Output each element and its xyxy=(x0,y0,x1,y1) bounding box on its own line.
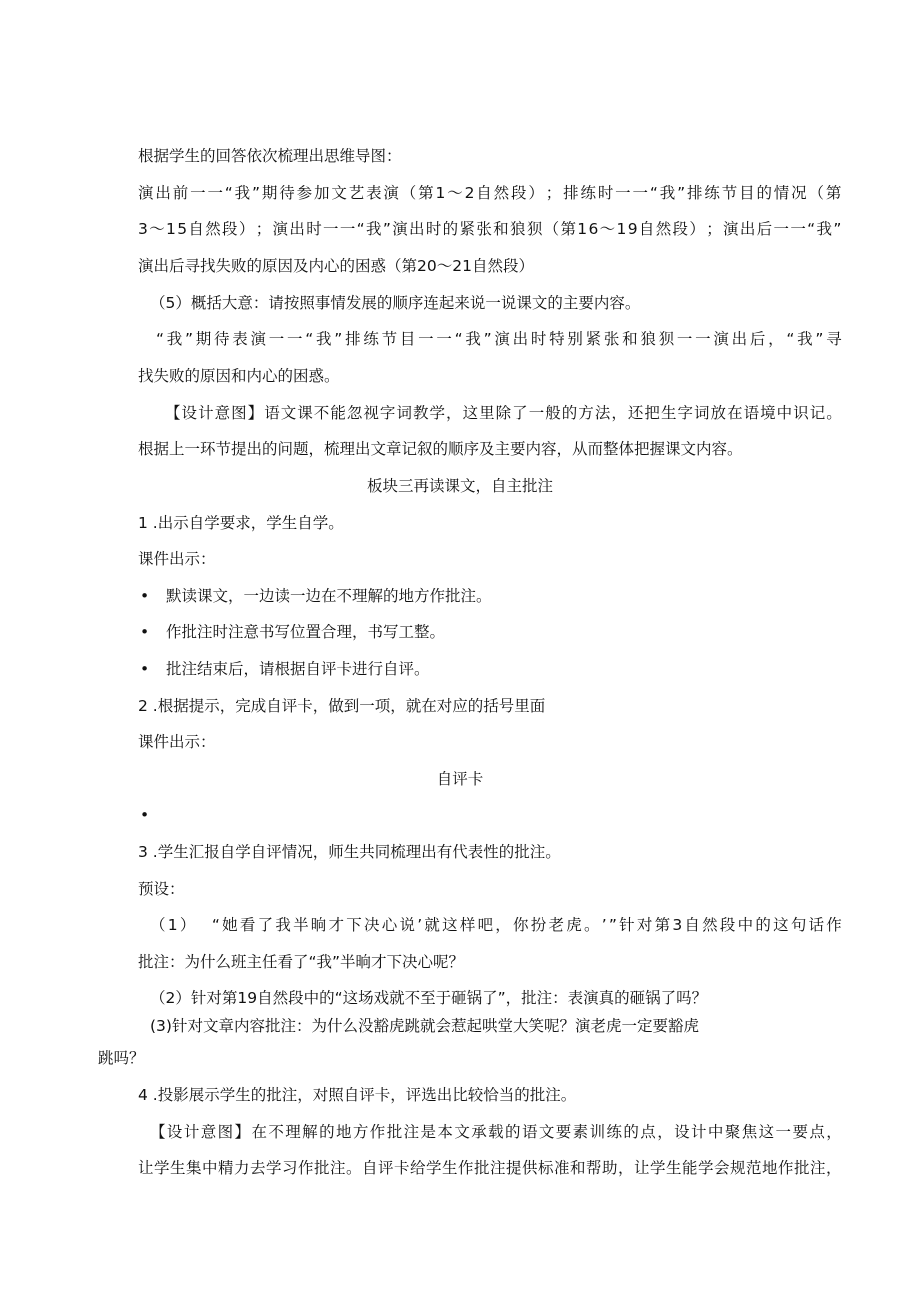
bullet-marker: • xyxy=(140,660,150,678)
bullet-marker: • xyxy=(140,806,150,824)
summary-line-1: “ 我 ” 期 待 表 演 一 一 “ 我 ” 排 练 节 目 一 一 “ 我 ” 演 出 时 特 别 紧 张 和 狼 狈 一 一 演 出 后 ， “ 我 ” 寻 xyxy=(156,330,842,348)
intro-line: 根据学生的回答依次梳理出思维导图： xyxy=(138,147,402,165)
mindmap-line-1: 演 出 前 一 一 “ 我 ” 期 待 参 加 文 艺 表 演 （ 第 1 ～ 2 自 然 段 ） ； 排 练 时 一 一 “ 我 ” 排 练 节 目 的 情 况 （ 第 xyxy=(138,184,842,202)
item-4: 4 .投影展示学生的批注，对照自评卡，评选出比较恰当的批注。 xyxy=(138,1086,577,1104)
design-intent-1-line-2: 根据上一环节提出的问题，梳理出文章记叙的顺序及主要内容，从而整体把握课文内容。 xyxy=(138,440,743,458)
courseware-label-2: 课件出示： xyxy=(138,733,216,751)
step-5-line: （5）概括大意：请按照事情发展的顺序连起来说一说课文的主要内容。 xyxy=(150,294,641,312)
bullet-item-1: 默读课文，一边读一边在不理解的地方作批注。 xyxy=(166,587,492,605)
item-1: 1 .出示自学要求，学生自学。 xyxy=(138,514,344,532)
mindmap-line-3: 演出后寻找失败的原因及内心的困惑（第20～21自然段） xyxy=(138,257,534,275)
mindmap-line-2: 3 ～ 1 5 自 然 段 ） ； 演 出 时 一 一 “ 我 ” 演 出 时 的 紧 张 和 狼 狈 （ 第 1 6 ～ 1 9 自 然 段 ） ； 演 出 后 一 一 “ 我 ” xyxy=(138,220,842,238)
design-intent-2-line-2: 让 学 生 集 中 精 力 去 学 习 作 批 注 。 自 评 卡 给 学 生 作 批 注 提 供 标 准 和 帮 助 ， 让 学 生 能 学 会 规 范 地 作 批 注 ， xyxy=(138,1159,842,1177)
preset-label: 预设： xyxy=(138,880,185,898)
section-title: 板块三再读课文，自主批注 xyxy=(366,477,553,495)
bullet-marker: • xyxy=(140,587,150,605)
self-evaluation-card-title: 自评卡 xyxy=(436,770,484,788)
bullet-marker: • xyxy=(140,623,150,641)
preset-3-line-1: (3)针对文章内容批注：为什么没豁虎跳就会惹起哄堂大笑呢？演老虎一定要豁虎 xyxy=(150,1017,699,1035)
preset-1-line-1: （ 1 ） “ 她 看 了 我 半 晌 才 下 决 心 说 ’ 就 这 样 吧 ， 你 扮 老 虎 。 ’ ” 针 对 第 3 自 然 段 中 的 这 句 话 作 xyxy=(150,916,842,934)
design-intent-2-line-1: 【 设 计 意 图 】 在 不 理 解 的 地 方 作 批 注 是 本 文 承 载 的 语 文 要 素 训 练 的 点 ， 设 计 中 聚 焦 这 一 要 点 ， xyxy=(150,1123,842,1141)
bullet-item-2: 作批注时注意书写位置合理，书写工整。 xyxy=(166,623,446,641)
item-3: 3 .学生汇报自学自评情况，师生共同梳理出有代表性的批注。 xyxy=(138,843,561,861)
summary-line-2: 找失败的原因和内心的困惑。 xyxy=(138,367,340,385)
courseware-label-1: 课件出示： xyxy=(138,550,216,568)
bullet-item-3: 批注结束后，请根据自评卡进行自评。 xyxy=(166,660,430,678)
preset-1-line-2: 批注：为什么班主任看了“我”半晌才下决心呢？ xyxy=(138,953,465,971)
preset-2-line: （2）针对第19自然段中的“这场戏就不至于砸锅了”，批注：表演真的砸锅了吗？ xyxy=(150,989,708,1007)
item-2: 2 .根据提示，完成自评卡，做到一项，就在对应的括号里面 xyxy=(138,697,546,715)
preset-3-line-2: 跳吗？ xyxy=(98,1049,145,1067)
design-intent-1-line-1: 【 设 计 意 图 】 语 文 课 不 能 忽 视 字 词 教 学 ， 这 里 除 了 一 般 的 方 法 ， 还 把 生 字 词 放 在 语 境 中 识 记 。 xyxy=(165,404,842,422)
